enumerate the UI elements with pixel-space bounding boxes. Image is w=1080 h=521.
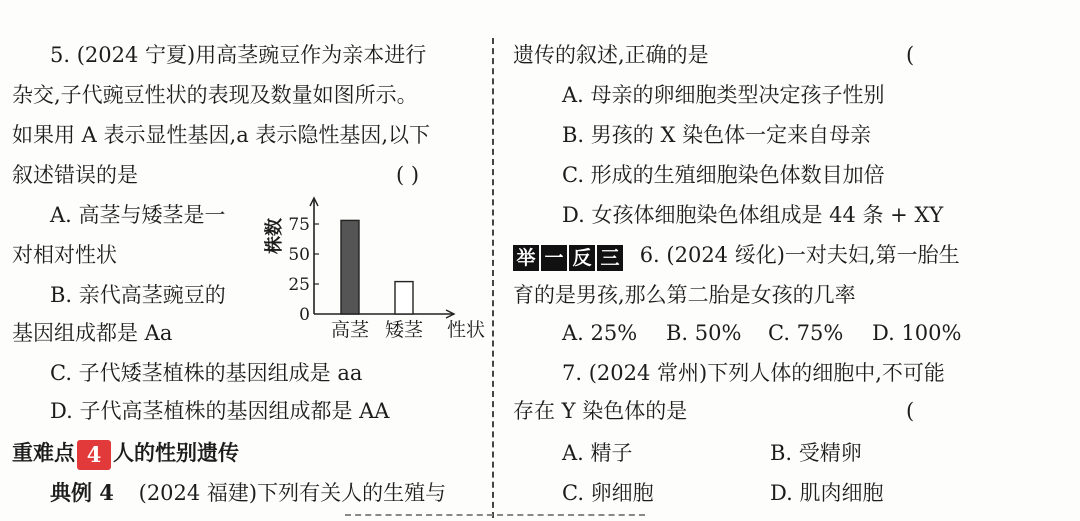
section-prefix: 重难点 xyxy=(12,440,75,465)
bottom-rule xyxy=(345,514,645,516)
q6-option-d: D. 100% xyxy=(872,321,962,345)
q6-option-c: C. 75% xyxy=(768,321,844,345)
example-answer-paren: ( xyxy=(906,43,915,67)
jysf-char-1: 举 xyxy=(513,245,539,271)
q7-option-a: A. 精子 xyxy=(562,441,633,465)
q7-answer-paren: ( xyxy=(906,399,915,423)
category-label: 矮茎 xyxy=(384,319,424,341)
jysf-label xyxy=(513,242,625,272)
example-label: 典例 4 xyxy=(50,480,114,505)
category-label: 高茎 xyxy=(330,319,370,341)
q5-answer-paren: ( ) xyxy=(396,163,420,187)
example-cont-line: 遗传的叙述,正确的是 xyxy=(513,43,709,67)
q6-line-1 xyxy=(513,240,960,272)
y-tick-label: 75 xyxy=(288,215,310,235)
jysf-char-3: 反 xyxy=(569,245,595,271)
section-number-badge: 4 xyxy=(77,440,111,470)
y-tick-label: 25 xyxy=(288,275,310,295)
q7-stem-1: 7. (2024 常州)下列人体的细胞中,不可能 xyxy=(562,361,945,385)
q5-stem-line-1: 5. (2024 宁夏)用高茎豌豆作为亲本进行 xyxy=(50,43,427,67)
q5-stem-line-2: 杂交,子代豌豆性状的表现及数量如图所示。 xyxy=(12,83,418,107)
example-4-line xyxy=(50,478,446,508)
q5-bar-chart xyxy=(264,196,486,346)
bar-矮茎 xyxy=(395,282,413,314)
example-option-d: D. 女孩体细胞染色体组成是 44 条 + XY xyxy=(562,203,944,227)
example-option-c: C. 形成的生殖细胞染色体数目加倍 xyxy=(562,163,885,187)
jysf-char-2: 一 xyxy=(541,245,567,271)
y-tick-label: 0 xyxy=(299,305,310,325)
q5-option-b-line-1: B. 亲代高茎豌豆的 xyxy=(50,283,226,307)
q6-stem-1: 6. (2024 绥化)一对夫妇,第一胎生 xyxy=(639,243,960,267)
q5-option-a-line-2: 对相对性状 xyxy=(12,243,117,267)
q5-option-c: C. 子代矮茎植株的基因组成是 aa xyxy=(50,361,363,385)
q7-option-c: C. 卵细胞 xyxy=(562,481,654,505)
q6-stem-2: 育的是男孩,那么第二胎是女孩的几率 xyxy=(513,283,856,307)
y-tick-label: 50 xyxy=(288,245,310,265)
q6-option-b: B. 50% xyxy=(666,321,742,345)
section-heading xyxy=(12,438,239,470)
q7-stem-2: 存在 Y 染色体的是 xyxy=(513,399,688,423)
bar-高茎 xyxy=(341,220,359,314)
q5-option-b-line-2: 基因组成都是 Aa xyxy=(12,321,173,345)
q7-option-b: B. 受精卵 xyxy=(770,441,862,465)
example-option-a: A. 母亲的卵细胞类型决定孩子性别 xyxy=(562,83,885,107)
example-text: (2024 福建)下列有关人的生殖与 xyxy=(138,481,447,505)
q5-option-d: D. 子代高茎植株的基因组成都是 AA xyxy=(50,399,390,423)
column-divider xyxy=(492,38,494,518)
q7-option-d: D. 肌肉细胞 xyxy=(770,481,884,505)
q5-stem-line-4: 叙述错误的是 xyxy=(12,163,138,187)
example-option-b: B. 男孩的 X 染色体一定来自母亲 xyxy=(562,123,872,147)
jysf-char-4: 三 xyxy=(597,245,623,271)
section-title: 人的性别遗传 xyxy=(113,440,239,465)
x-axis-label: 性状 xyxy=(446,319,486,341)
q5-option-a-line-1: A. 高茎与矮茎是一 xyxy=(50,203,226,227)
y-axis-label: 株数 xyxy=(264,218,285,254)
q5-stem-line-3: 如果用 A 表示显性基因,a 表示隐性基因,以下 xyxy=(12,123,431,147)
q6-option-a: A. 25% xyxy=(562,321,638,345)
